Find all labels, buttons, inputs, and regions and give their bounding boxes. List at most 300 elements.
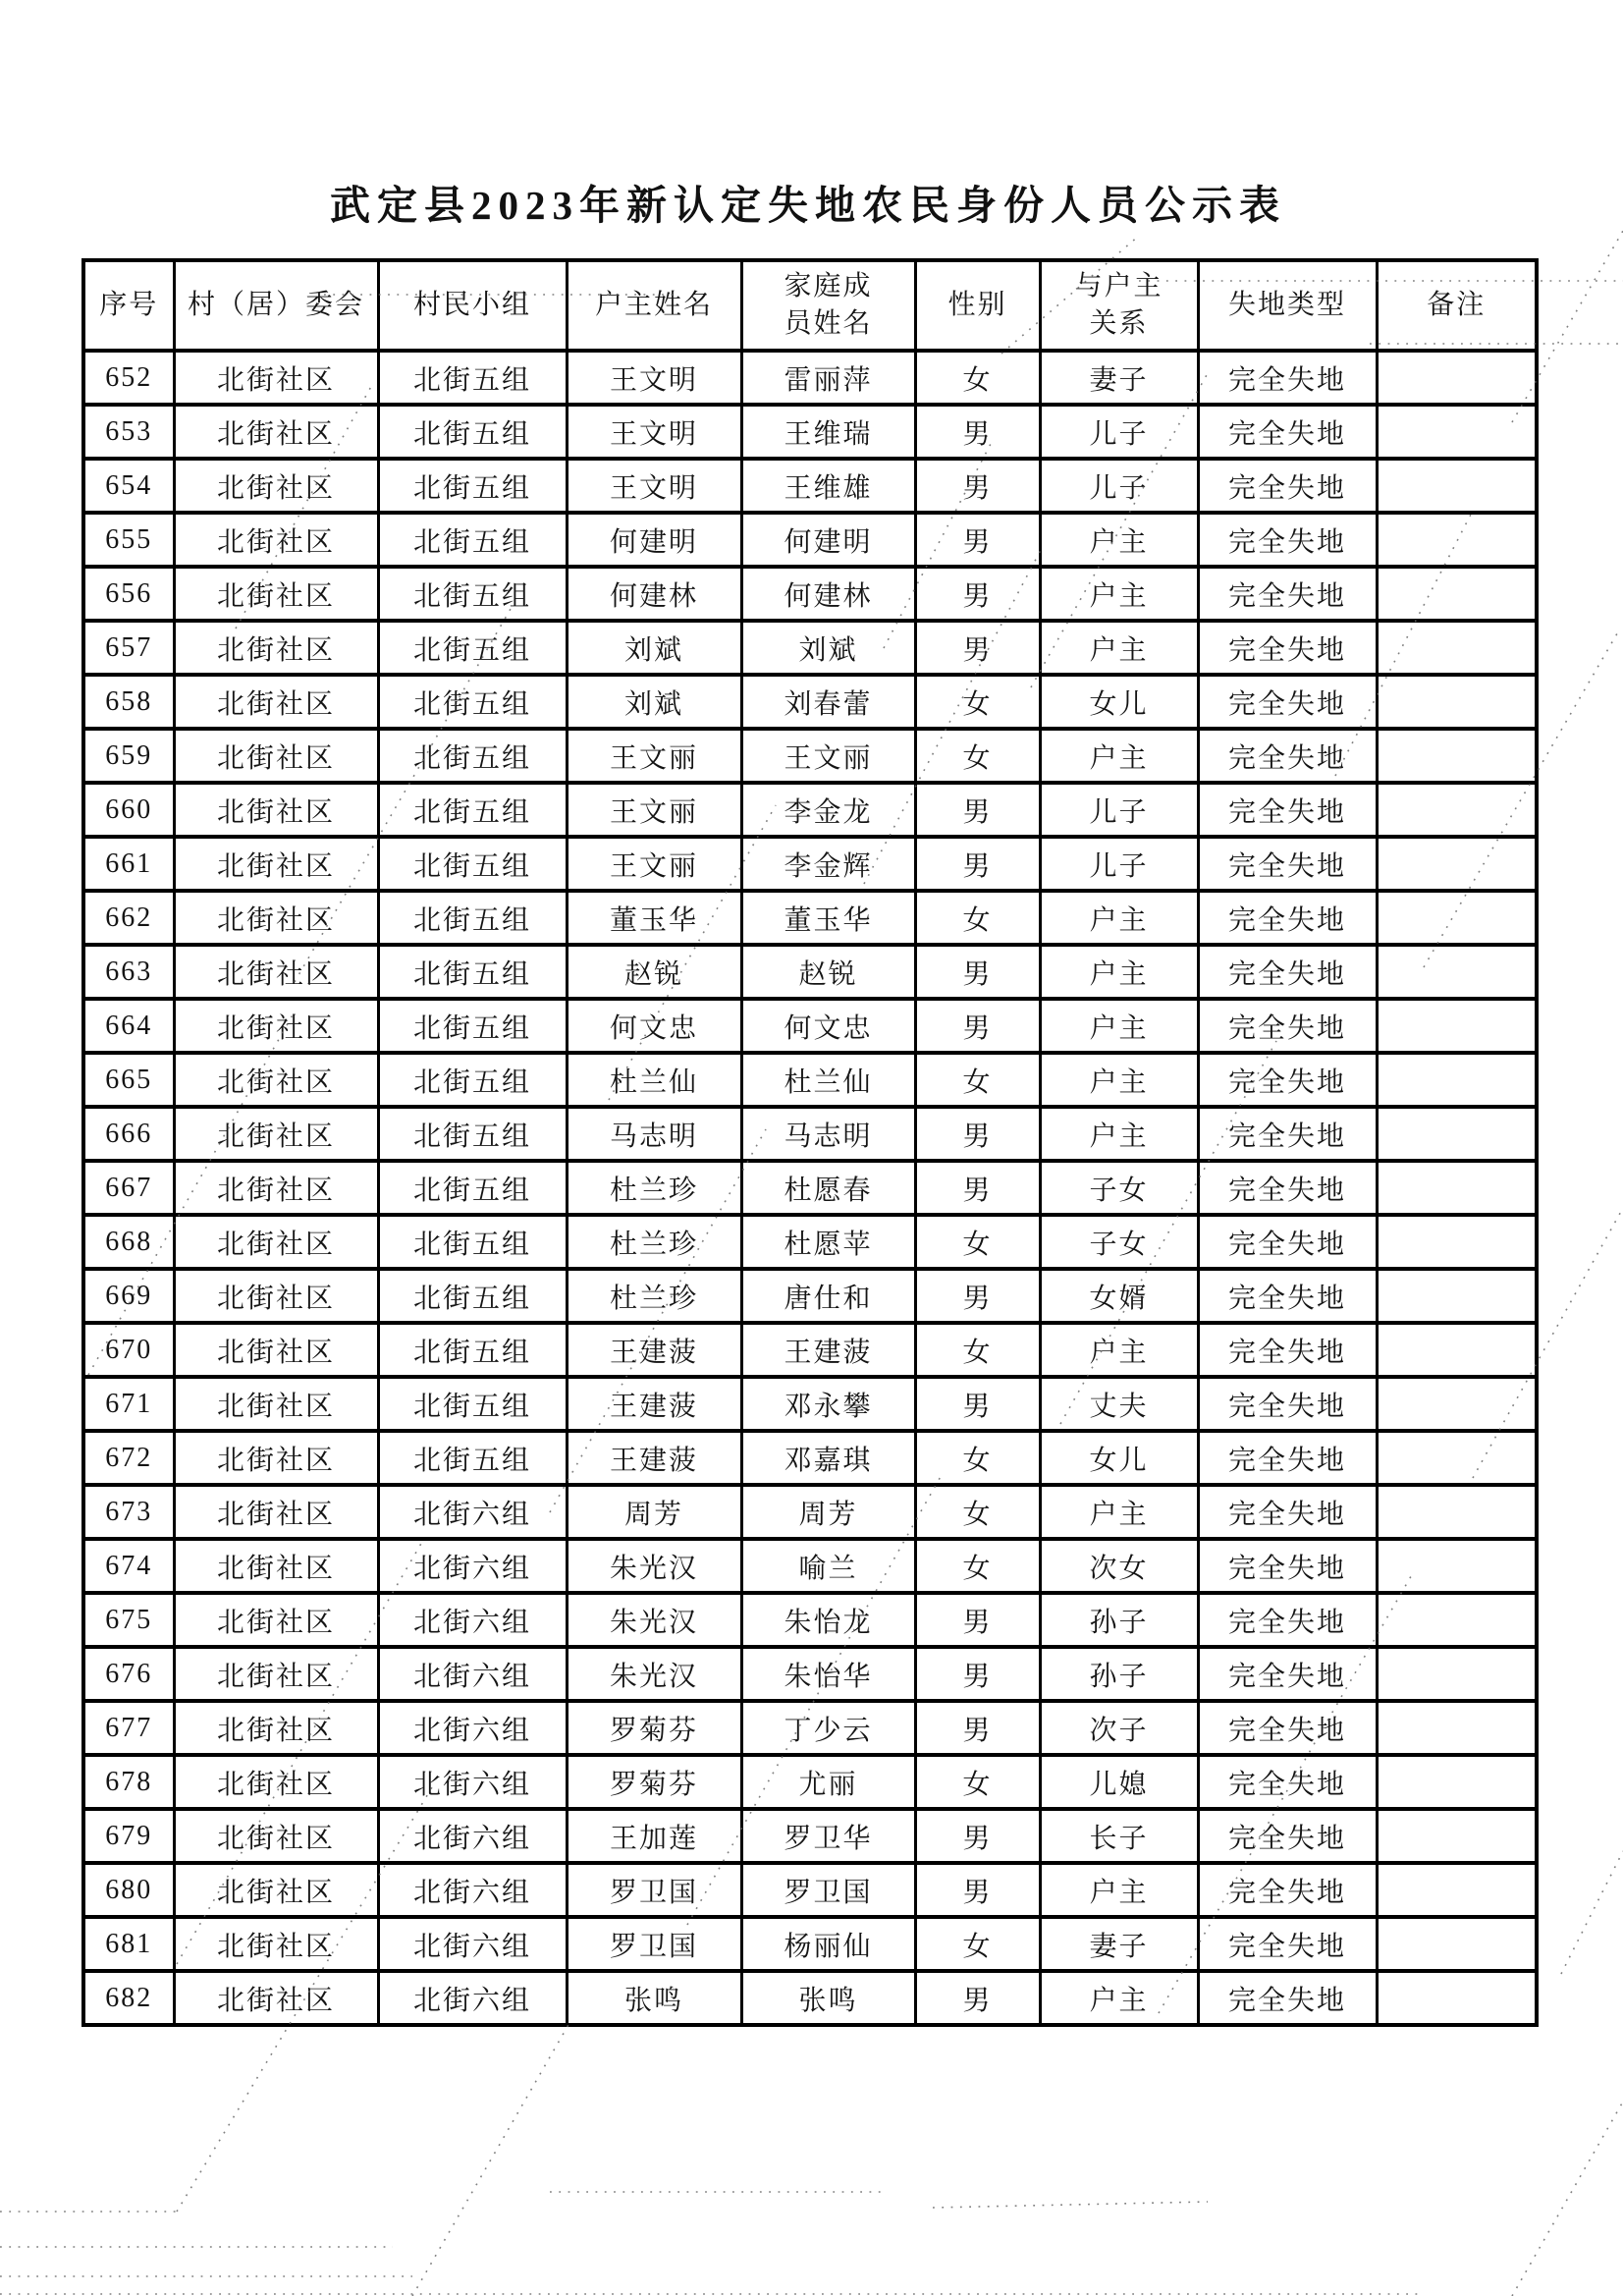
table-cell: 杜兰珍 bbox=[567, 1215, 741, 1269]
table-cell: 完全失地 bbox=[1198, 1809, 1377, 1863]
table-cell: 何文忠 bbox=[567, 999, 741, 1053]
table-cell: 朱光汉 bbox=[567, 1539, 741, 1593]
table-cell: 李金龙 bbox=[741, 783, 915, 837]
table-cell: 户主 bbox=[1040, 729, 1198, 783]
table-cell: 679 bbox=[83, 1809, 174, 1863]
table-row bbox=[83, 1053, 1537, 1107]
table-cell: 王维雄 bbox=[741, 459, 915, 513]
table-cell: 北街六组 bbox=[378, 1917, 567, 1971]
table-cell: 完全失地 bbox=[1198, 1755, 1377, 1809]
table-cell: 北街社区 bbox=[174, 1053, 378, 1107]
table-cell: 北街六组 bbox=[378, 1485, 567, 1539]
table-row bbox=[83, 1755, 1537, 1809]
table-cell: 周芳 bbox=[741, 1485, 915, 1539]
table-cell: 北街五组 bbox=[378, 945, 567, 999]
table-cell: 男 bbox=[915, 1107, 1040, 1161]
table-cell: 董玉华 bbox=[567, 891, 741, 945]
table-row bbox=[83, 729, 1537, 783]
table-cell bbox=[1377, 459, 1537, 513]
table-cell: 完全失地 bbox=[1198, 1107, 1377, 1161]
table-cell: 王维瑞 bbox=[741, 405, 915, 459]
table-cell: 完全失地 bbox=[1198, 1161, 1377, 1215]
column-header bbox=[567, 260, 741, 351]
table-cell: 杨丽仙 bbox=[741, 1917, 915, 1971]
table-cell: 完全失地 bbox=[1198, 783, 1377, 837]
table-cell: 671 bbox=[83, 1377, 174, 1431]
table-cell bbox=[1377, 1863, 1537, 1917]
table-cell: 678 bbox=[83, 1755, 174, 1809]
column-header-label: 村（居）委会 bbox=[187, 290, 364, 321]
table-cell: 男 bbox=[915, 459, 1040, 513]
table-cell: 张鸣 bbox=[741, 1971, 915, 2025]
table-cell: 完全失地 bbox=[1198, 1971, 1377, 2025]
table-cell bbox=[1377, 1431, 1537, 1485]
table-cell: 665 bbox=[83, 1053, 174, 1107]
table-row bbox=[83, 1971, 1537, 2025]
table-cell: 周芳 bbox=[567, 1485, 741, 1539]
table-cell: 王建菠 bbox=[741, 1323, 915, 1377]
table-cell bbox=[1377, 1647, 1537, 1701]
table-cell: 北街社区 bbox=[174, 1863, 378, 1917]
column-header-label: 性别 bbox=[947, 290, 1007, 321]
column-header-label: 家庭成员姓名 bbox=[784, 271, 873, 339]
table-row bbox=[83, 1485, 1537, 1539]
table-cell: 张鸣 bbox=[567, 1971, 741, 2025]
table-cell: 完全失地 bbox=[1198, 1863, 1377, 1917]
table-cell: 677 bbox=[83, 1701, 174, 1755]
table-cell: 北街社区 bbox=[174, 1431, 378, 1485]
table-cell bbox=[1377, 1215, 1537, 1269]
table-cell: 次子 bbox=[1040, 1701, 1198, 1755]
table-cell: 何建林 bbox=[741, 567, 915, 621]
table-cell: 北街五组 bbox=[378, 837, 567, 891]
table-cell: 652 bbox=[83, 351, 174, 405]
table-cell: 男 bbox=[915, 513, 1040, 567]
table-cell: 完全失地 bbox=[1198, 999, 1377, 1053]
column-header bbox=[1040, 260, 1198, 351]
table-cell: 北街社区 bbox=[174, 945, 378, 999]
table-cell: 男 bbox=[915, 945, 1040, 999]
table-row bbox=[83, 1269, 1537, 1323]
table-row bbox=[83, 1431, 1537, 1485]
table-cell bbox=[1377, 621, 1537, 675]
table-cell: 罗菊芬 bbox=[567, 1701, 741, 1755]
table-cell: 681 bbox=[83, 1917, 174, 1971]
table-cell: 刘斌 bbox=[567, 621, 741, 675]
column-header bbox=[83, 260, 174, 351]
column-header bbox=[915, 260, 1040, 351]
table-row bbox=[83, 1647, 1537, 1701]
table-cell: 户主 bbox=[1040, 621, 1198, 675]
table-cell: 男 bbox=[915, 567, 1040, 621]
table-cell: 女 bbox=[915, 1053, 1040, 1107]
table-cell: 656 bbox=[83, 567, 174, 621]
table-cell: 完全失地 bbox=[1198, 837, 1377, 891]
table-cell: 赵锐 bbox=[567, 945, 741, 999]
table-cell: 户主 bbox=[1040, 567, 1198, 621]
table-row bbox=[83, 513, 1537, 567]
table-cell bbox=[1377, 1107, 1537, 1161]
public-notice-table bbox=[81, 258, 1539, 2027]
table-cell bbox=[1377, 1755, 1537, 1809]
table-cell: 长子 bbox=[1040, 1809, 1198, 1863]
table-cell: 完全失地 bbox=[1198, 1485, 1377, 1539]
table-cell: 北街五组 bbox=[378, 351, 567, 405]
table-cell: 何建明 bbox=[567, 513, 741, 567]
table-cell: 户主 bbox=[1040, 1863, 1198, 1917]
table-cell: 男 bbox=[915, 783, 1040, 837]
table-cell: 北街五组 bbox=[378, 1107, 567, 1161]
column-header-label: 户主姓名 bbox=[594, 290, 713, 321]
table-cell: 676 bbox=[83, 1647, 174, 1701]
table-cell: 北街五组 bbox=[378, 1323, 567, 1377]
table-cell: 户主 bbox=[1040, 1107, 1198, 1161]
table-row bbox=[83, 1593, 1537, 1647]
table-cell: 完全失地 bbox=[1198, 1215, 1377, 1269]
table-cell: 女 bbox=[915, 1917, 1040, 1971]
table-cell: 北街社区 bbox=[174, 837, 378, 891]
table-cell: 王文丽 bbox=[567, 729, 741, 783]
table-cell: 朱怡龙 bbox=[741, 1593, 915, 1647]
table-cell: 655 bbox=[83, 513, 174, 567]
table-cell: 完全失地 bbox=[1198, 1053, 1377, 1107]
table-cell: 王建菠 bbox=[567, 1431, 741, 1485]
table-cell: 北街五组 bbox=[378, 675, 567, 729]
table-cell: 子女 bbox=[1040, 1161, 1198, 1215]
table-row bbox=[83, 1377, 1537, 1431]
table-cell: 王文丽 bbox=[741, 729, 915, 783]
table-cell: 男 bbox=[915, 1593, 1040, 1647]
table-cell: 北街六组 bbox=[378, 1701, 567, 1755]
table-cell: 北街社区 bbox=[174, 351, 378, 405]
table-cell: 尤丽 bbox=[741, 1755, 915, 1809]
table-cell: 663 bbox=[83, 945, 174, 999]
table-cell: 北街社区 bbox=[174, 1323, 378, 1377]
table-cell: 王文丽 bbox=[567, 783, 741, 837]
table-cell: 女儿 bbox=[1040, 675, 1198, 729]
table-cell: 662 bbox=[83, 891, 174, 945]
table-cell: 北街六组 bbox=[378, 1809, 567, 1863]
table-cell: 北街五组 bbox=[378, 1215, 567, 1269]
table-cell: 雷丽萍 bbox=[741, 351, 915, 405]
table-cell: 妻子 bbox=[1040, 351, 1198, 405]
table-row bbox=[83, 783, 1537, 837]
table-cell: 男 bbox=[915, 1647, 1040, 1701]
table-cell: 完全失地 bbox=[1198, 675, 1377, 729]
table-cell bbox=[1377, 837, 1537, 891]
table-cell: 孙子 bbox=[1040, 1593, 1198, 1647]
table-row bbox=[83, 1701, 1537, 1755]
table-cell: 670 bbox=[83, 1323, 174, 1377]
table-cell: 儿子 bbox=[1040, 837, 1198, 891]
table-cell bbox=[1377, 351, 1537, 405]
table-cell: 北街社区 bbox=[174, 621, 378, 675]
column-header-label: 备注 bbox=[1427, 290, 1487, 321]
table-cell bbox=[1377, 1701, 1537, 1755]
table-cell: 户主 bbox=[1040, 1485, 1198, 1539]
table-cell: 女 bbox=[915, 891, 1040, 945]
table-cell: 女 bbox=[915, 1755, 1040, 1809]
table-cell bbox=[1377, 1323, 1537, 1377]
table-cell: 完全失地 bbox=[1198, 1431, 1377, 1485]
table-row bbox=[83, 891, 1537, 945]
table-cell bbox=[1377, 675, 1537, 729]
table-cell: 北街社区 bbox=[174, 1647, 378, 1701]
table-cell: 北街五组 bbox=[378, 567, 567, 621]
table-cell: 北街社区 bbox=[174, 999, 378, 1053]
table-cell: 何建林 bbox=[567, 567, 741, 621]
table-cell: 妻子 bbox=[1040, 1917, 1198, 1971]
table-cell: 杜兰仙 bbox=[741, 1053, 915, 1107]
table-cell: 北街五组 bbox=[378, 783, 567, 837]
table-cell: 北街社区 bbox=[174, 783, 378, 837]
table-row bbox=[83, 1161, 1537, 1215]
table-cell: 完全失地 bbox=[1198, 513, 1377, 567]
table-cell: 北街五组 bbox=[378, 1161, 567, 1215]
table-cell: 次女 bbox=[1040, 1539, 1198, 1593]
table-cell: 北街社区 bbox=[174, 1971, 378, 2025]
table-cell: 658 bbox=[83, 675, 174, 729]
table-cell: 完全失地 bbox=[1198, 621, 1377, 675]
table-cell: 男 bbox=[915, 1377, 1040, 1431]
table-cell: 北街社区 bbox=[174, 1917, 378, 1971]
table-cell: 完全失地 bbox=[1198, 459, 1377, 513]
table-cell: 北街社区 bbox=[174, 1755, 378, 1809]
table-cell: 男 bbox=[915, 1161, 1040, 1215]
table-cell: 刘斌 bbox=[741, 621, 915, 675]
table-cell: 674 bbox=[83, 1539, 174, 1593]
table-row bbox=[83, 999, 1537, 1053]
table-cell: 完全失地 bbox=[1198, 1593, 1377, 1647]
table-cell: 654 bbox=[83, 459, 174, 513]
table-cell: 完全失地 bbox=[1198, 351, 1377, 405]
table-cell: 北街六组 bbox=[378, 1593, 567, 1647]
table-cell: 孙子 bbox=[1040, 1647, 1198, 1701]
table-cell: 北街社区 bbox=[174, 1701, 378, 1755]
table-cell: 完全失地 bbox=[1198, 1701, 1377, 1755]
table-cell: 北街五组 bbox=[378, 999, 567, 1053]
table-cell: 刘春蕾 bbox=[741, 675, 915, 729]
table-cell: 男 bbox=[915, 1971, 1040, 2025]
table-cell: 儿子 bbox=[1040, 783, 1198, 837]
table-cell: 北街社区 bbox=[174, 729, 378, 783]
table-row bbox=[83, 837, 1537, 891]
table-cell: 北街社区 bbox=[174, 513, 378, 567]
table-row bbox=[83, 1917, 1537, 1971]
table-cell: 男 bbox=[915, 405, 1040, 459]
table-cell: 北街社区 bbox=[174, 1377, 378, 1431]
table-cell: 杜愿春 bbox=[741, 1161, 915, 1215]
table-cell: 682 bbox=[83, 1971, 174, 2025]
table-cell: 661 bbox=[83, 837, 174, 891]
table-cell: 王文明 bbox=[567, 405, 741, 459]
table-cell: 660 bbox=[83, 783, 174, 837]
table-row bbox=[83, 1215, 1537, 1269]
table-cell: 完全失地 bbox=[1198, 1323, 1377, 1377]
table-cell bbox=[1377, 1053, 1537, 1107]
table-cell: 户主 bbox=[1040, 1323, 1198, 1377]
column-header bbox=[1377, 260, 1537, 351]
table-cell: 北街社区 bbox=[174, 1269, 378, 1323]
table-cell: 完全失地 bbox=[1198, 1269, 1377, 1323]
table-cell: 刘斌 bbox=[567, 675, 741, 729]
table-cell: 女 bbox=[915, 1431, 1040, 1485]
column-header bbox=[174, 260, 378, 351]
table-cell: 女婿 bbox=[1040, 1269, 1198, 1323]
table-cell: 666 bbox=[83, 1107, 174, 1161]
table-row bbox=[83, 405, 1537, 459]
table-cell: 653 bbox=[83, 405, 174, 459]
table-cell: 儿媳 bbox=[1040, 1755, 1198, 1809]
table-cell: 王文明 bbox=[567, 351, 741, 405]
table-row bbox=[83, 675, 1537, 729]
table-cell: 女儿 bbox=[1040, 1431, 1198, 1485]
table-cell: 女 bbox=[915, 675, 1040, 729]
table-cell bbox=[1377, 1485, 1537, 1539]
table-cell bbox=[1377, 729, 1537, 783]
table-cell: 北街社区 bbox=[174, 1539, 378, 1593]
table-cell: 杜兰仙 bbox=[567, 1053, 741, 1107]
table-cell bbox=[1377, 891, 1537, 945]
table-cell: 北街六组 bbox=[378, 1755, 567, 1809]
table-cell: 户主 bbox=[1040, 513, 1198, 567]
table-cell: 北街五组 bbox=[378, 1269, 567, 1323]
table-cell: 北街六组 bbox=[378, 1863, 567, 1917]
table-cell: 667 bbox=[83, 1161, 174, 1215]
table-cell: 王加莲 bbox=[567, 1809, 741, 1863]
table-cell: 罗卫国 bbox=[567, 1863, 741, 1917]
table-cell: 北街五组 bbox=[378, 405, 567, 459]
table-cell: 罗菊芬 bbox=[567, 1755, 741, 1809]
page-title: 武定县2023年新认定失地农民身份人员公示表 bbox=[330, 183, 1286, 228]
table-cell: 完全失地 bbox=[1198, 945, 1377, 999]
table-cell: 何文忠 bbox=[741, 999, 915, 1053]
table-cell: 男 bbox=[915, 621, 1040, 675]
table-cell: 北街六组 bbox=[378, 1647, 567, 1701]
table-cell: 罗卫华 bbox=[741, 1809, 915, 1863]
table-cell: 王建菠 bbox=[567, 1377, 741, 1431]
table-row bbox=[83, 1323, 1537, 1377]
table-row bbox=[83, 567, 1537, 621]
table-cell: 北街社区 bbox=[174, 459, 378, 513]
table-cell bbox=[1377, 1377, 1537, 1431]
table-cell: 王文丽 bbox=[567, 837, 741, 891]
table-cell bbox=[1377, 1593, 1537, 1647]
table-row bbox=[83, 1863, 1537, 1917]
table-cell: 李金辉 bbox=[741, 837, 915, 891]
table-cell: 邓嘉琪 bbox=[741, 1431, 915, 1485]
table-cell: 北街社区 bbox=[174, 1161, 378, 1215]
table-cell: 659 bbox=[83, 729, 174, 783]
table-cell: 672 bbox=[83, 1431, 174, 1485]
table-cell: 北街五组 bbox=[378, 891, 567, 945]
table-cell: 北街社区 bbox=[174, 567, 378, 621]
table-cell bbox=[1377, 999, 1537, 1053]
table-cell: 668 bbox=[83, 1215, 174, 1269]
table-row bbox=[83, 621, 1537, 675]
table-cell: 杜愿苹 bbox=[741, 1215, 915, 1269]
table-cell: 赵锐 bbox=[741, 945, 915, 999]
table-cell: 男 bbox=[915, 1863, 1040, 1917]
table-cell: 儿子 bbox=[1040, 405, 1198, 459]
table-cell: 喻兰 bbox=[741, 1539, 915, 1593]
table-cell: 丈夫 bbox=[1040, 1377, 1198, 1431]
table-cell: 户主 bbox=[1040, 891, 1198, 945]
table-cell bbox=[1377, 1539, 1537, 1593]
table-cell: 北街五组 bbox=[378, 621, 567, 675]
table-cell: 女 bbox=[915, 729, 1040, 783]
table-cell: 子女 bbox=[1040, 1215, 1198, 1269]
column-header-label: 序号 bbox=[99, 290, 159, 321]
table-cell: 杜兰珍 bbox=[567, 1161, 741, 1215]
table-cell: 北街五组 bbox=[378, 1377, 567, 1431]
table-cell: 北街社区 bbox=[174, 675, 378, 729]
table-row bbox=[83, 1107, 1537, 1161]
table-cell: 男 bbox=[915, 999, 1040, 1053]
table-cell: 完全失地 bbox=[1198, 405, 1377, 459]
table-cell: 女 bbox=[915, 351, 1040, 405]
table-cell: 北街社区 bbox=[174, 405, 378, 459]
table-cell: 完全失地 bbox=[1198, 1377, 1377, 1431]
table-cell: 王建菠 bbox=[567, 1323, 741, 1377]
table-cell: 男 bbox=[915, 837, 1040, 891]
table-cell: 完全失地 bbox=[1198, 1917, 1377, 1971]
table-cell: 户主 bbox=[1040, 999, 1198, 1053]
table-cell bbox=[1377, 1269, 1537, 1323]
table-cell bbox=[1377, 513, 1537, 567]
table-cell: 北街六组 bbox=[378, 1539, 567, 1593]
table-cell: 朱光汉 bbox=[567, 1593, 741, 1647]
table-cell: 唐仕和 bbox=[741, 1269, 915, 1323]
table-cell: 北街社区 bbox=[174, 1809, 378, 1863]
table-cell: 完全失地 bbox=[1198, 567, 1377, 621]
table-cell: 杜兰珍 bbox=[567, 1269, 741, 1323]
table-cell: 丁少云 bbox=[741, 1701, 915, 1755]
table-cell: 男 bbox=[915, 1809, 1040, 1863]
column-header bbox=[1198, 260, 1377, 351]
table-cell: 儿子 bbox=[1040, 459, 1198, 513]
table-cell: 北街社区 bbox=[174, 1485, 378, 1539]
table-cell: 男 bbox=[915, 1269, 1040, 1323]
table-cell: 完全失地 bbox=[1198, 1647, 1377, 1701]
table-cell: 669 bbox=[83, 1269, 174, 1323]
table-cell: 女 bbox=[915, 1539, 1040, 1593]
table-cell: 户主 bbox=[1040, 1053, 1198, 1107]
column-header bbox=[741, 260, 915, 351]
table-cell: 北街社区 bbox=[174, 891, 378, 945]
table-cell bbox=[1377, 567, 1537, 621]
table-cell: 657 bbox=[83, 621, 174, 675]
table-cell bbox=[1377, 1971, 1537, 2025]
table-row bbox=[83, 351, 1537, 405]
table-cell bbox=[1377, 783, 1537, 837]
table-cell: 北街社区 bbox=[174, 1107, 378, 1161]
column-header bbox=[378, 260, 567, 351]
table-cell: 邓永攀 bbox=[741, 1377, 915, 1431]
column-header-label: 失地类型 bbox=[1227, 290, 1346, 321]
table-cell: 户主 bbox=[1040, 945, 1198, 999]
table-cell bbox=[1377, 945, 1537, 999]
table-cell: 朱光汉 bbox=[567, 1647, 741, 1701]
table-cell: 马志明 bbox=[741, 1107, 915, 1161]
table-cell: 北街五组 bbox=[378, 1053, 567, 1107]
table-row bbox=[83, 459, 1537, 513]
table-row bbox=[83, 1809, 1537, 1863]
table-cell bbox=[1377, 405, 1537, 459]
table-cell: 北街五组 bbox=[378, 729, 567, 783]
table-cell: 北街社区 bbox=[174, 1593, 378, 1647]
table-cell: 户主 bbox=[1040, 1971, 1198, 2025]
